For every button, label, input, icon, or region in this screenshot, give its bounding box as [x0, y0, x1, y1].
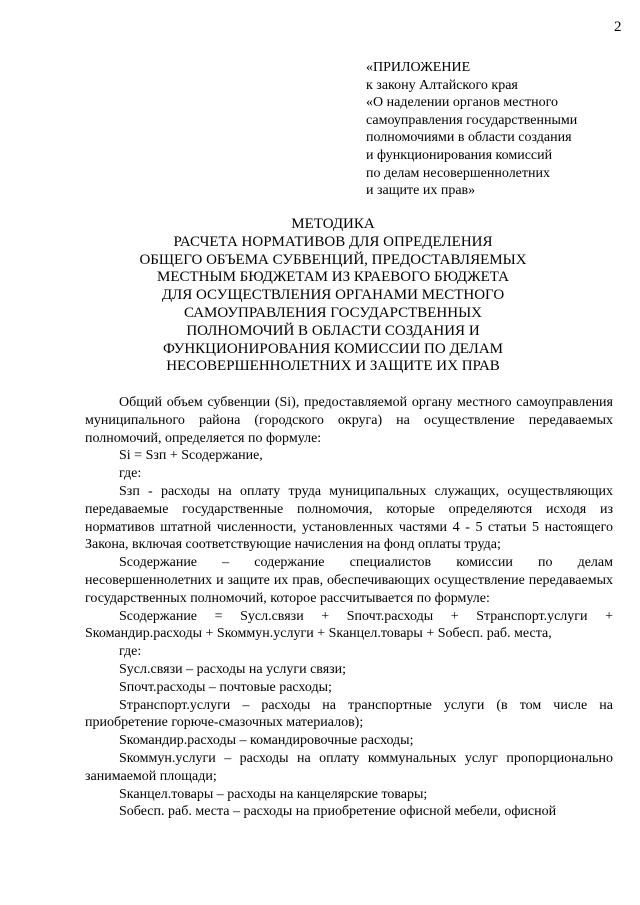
- appendix-line: к закону Алтайского края: [366, 77, 518, 93]
- title-line: САМОУПРАВЛЕНИЯ ГОСУДАРСТВЕННЫХ: [183, 304, 483, 321]
- appendix-line: и защите их прав»: [366, 183, 476, 199]
- title-line: МЕСТНЫМ БЮДЖЕТАМ ИЗ КРАЕВОГО БЮДЖЕТА: [157, 269, 509, 286]
- appendix-line: полномочиями в области создания: [366, 130, 572, 146]
- title-line: МЕТОДИКА: [291, 216, 375, 232]
- formula-total: Si = Sзп + Sсодержание,: [119, 448, 263, 464]
- definition-ssod: Sсодержание – содержание специалистов комиссии по делам несовершеннолетних и защите их прав, обеспечивающих осуществление передаваемых государственных полномочий, которое рассчитывается по формуле:: [85, 555, 613, 606]
- appendix-line: «О наделении органов местного: [366, 95, 559, 111]
- definition-item: Sобесп. раб. места – расходы на приобретение офисной мебели, офисной: [119, 804, 557, 820]
- appendix-line: самоуправления государственными: [366, 112, 578, 128]
- appendix-header: [366, 59, 636, 200]
- definition-szp: Sзп - расходы на оплату труда муниципальных служащих, осуществляющих передаваемые государственные полномочия, которые определяются исходя из нормативов штатной численности, установленных частями 4 - 5 статьи 5 настоящего Закона, включая соответствующие начисления на фонд оплаты труда;: [85, 483, 613, 553]
- definition-item: Sкоммун.услуги – расходы на оплату коммунальных услуг пропорционально занимаемой площади;: [85, 750, 613, 784]
- where-label: где:: [119, 466, 142, 482]
- definition-item: Sпочт.расходы – почтовые расходы;: [119, 679, 332, 695]
- title-line: РАСЧЕТА НОРМАТИВОВ ДЛЯ ОПРЕДЕЛЕНИЯ: [173, 233, 493, 250]
- intro-paragraph: Общий объем субвенции (Si), предоставляемой органу местного самоуправления муниципального района (городского округа) на осуществление передаваемых полномочий, определяется по формуле:: [85, 395, 613, 446]
- appendix-line: «ПРИЛОЖЕНИЕ: [366, 60, 471, 75]
- title-line: НЕСОВЕРШЕННОЛЕТНИХ И ЗАЩИТЕ ИХ ПРАВ: [166, 358, 500, 375]
- appendix-line: и функционирования комиссий: [366, 147, 553, 163]
- page-number: 2: [614, 19, 622, 35]
- title-line: ПОЛНОМОЧИЙ В ОБЛАСТИ СОЗДАНИЯ И: [186, 322, 480, 339]
- definition-item: Sканцел.товары – расходы на канцелярские товары;: [119, 786, 428, 802]
- appendix-line: по делам несовершеннолетних: [366, 165, 550, 181]
- definition-item: Sкомандир.расходы – командировочные расходы;: [119, 733, 414, 749]
- definition-item: Sтранспорт.услуги – расходы на транспортные услуги (в том числе на приобретение горюче-смазочных материалов);: [85, 697, 613, 731]
- document-body: [85, 394, 613, 821]
- document-title: [60, 216, 606, 376]
- title-line: ОБЩЕГО ОБЪЕМА СУБВЕНЦИЙ, ПРЕДОСТАВЛЯЕМЫХ: [139, 251, 527, 268]
- where-label: где:: [119, 644, 142, 660]
- definition-item: Sусл.связи – расходы на услуги связи;: [119, 661, 347, 677]
- title-line: ДЛЯ ОСУЩЕСТВЛЕНИЯ ОРГАНАМИ МЕСТНОГО: [161, 287, 505, 304]
- formula-content: Sсодержание = Sусл.связи + Sпочт.расходы + Sтранспорт.услуги + Sкомандир.расходы + Sкоммун.услуги + Sканцел.товары + Sобесп. раб. места,: [85, 608, 613, 642]
- title-line: ФУНКЦИОНИРОВАНИЯ КОМИССИИ ПО ДЕЛАМ: [162, 340, 503, 357]
